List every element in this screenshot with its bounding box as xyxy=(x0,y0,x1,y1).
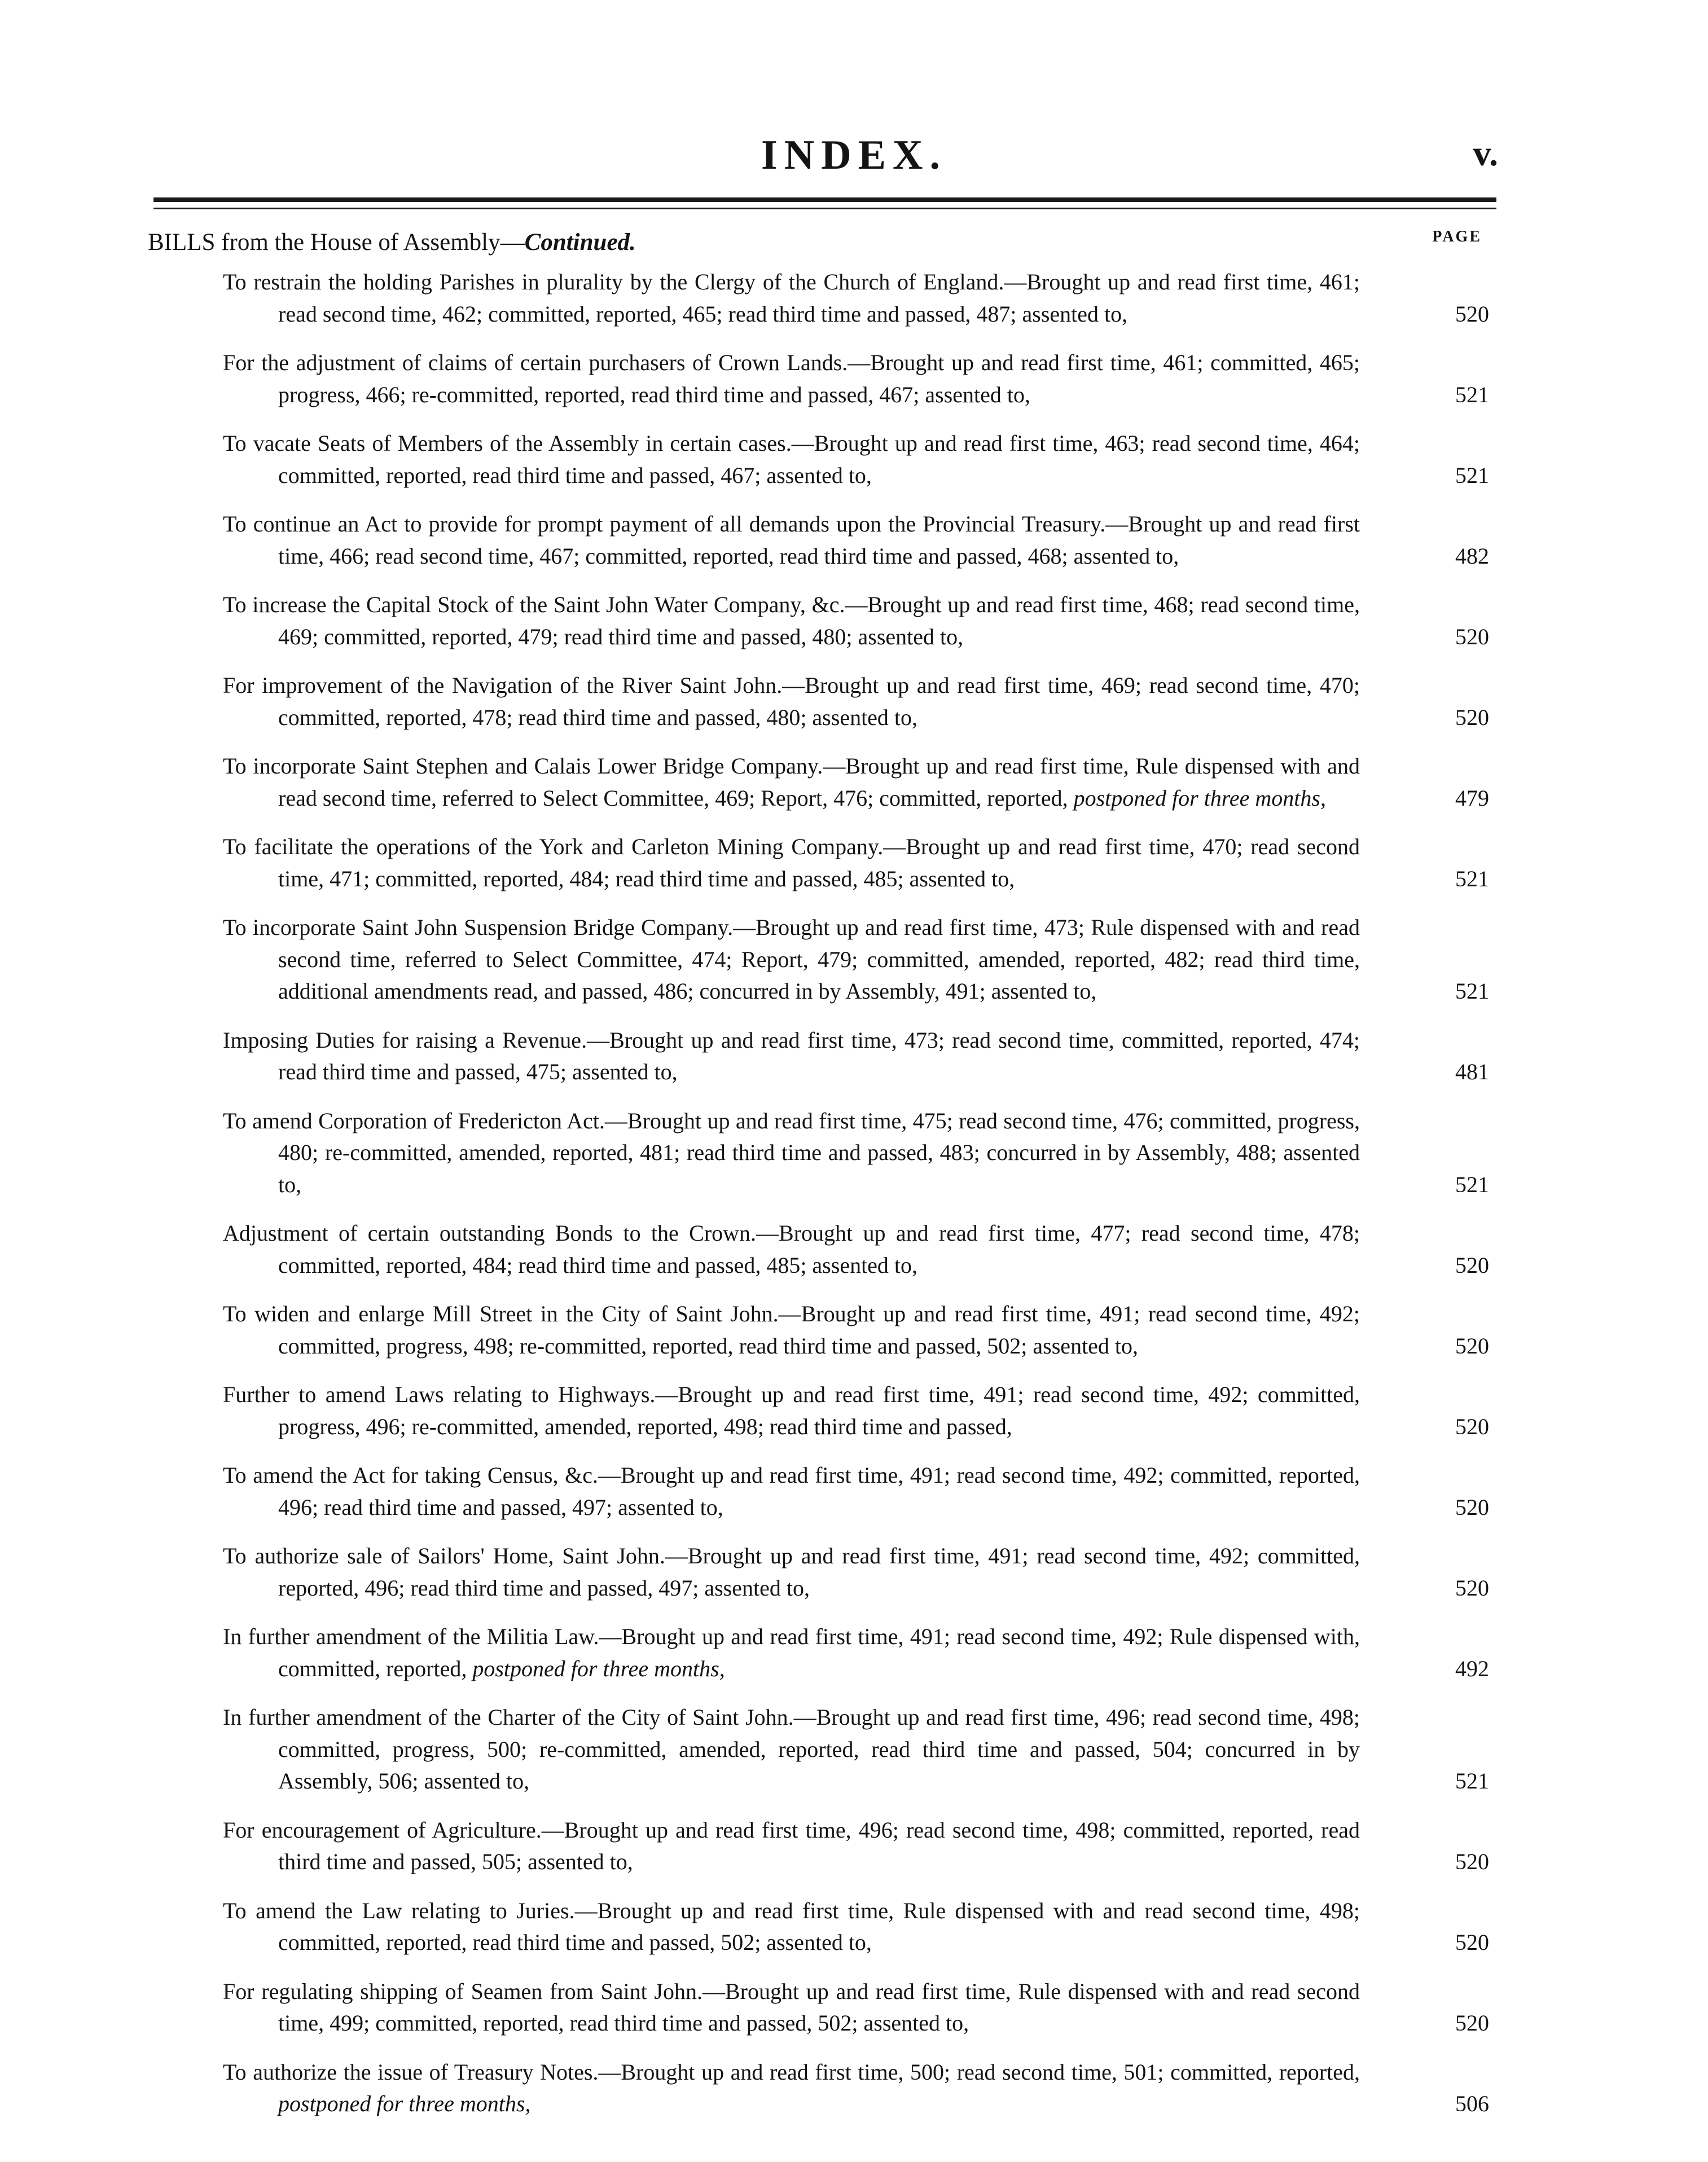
bill-title: To continue an Act to provide for prompt payment of all demands upon the Provincial Treasury. xyxy=(223,511,1106,537)
bill-title: To authorize the issue of Treasury Notes. xyxy=(223,2059,599,2085)
page-reference: 481 xyxy=(1455,1059,1489,1084)
bill-title: For encouragement of Agriculture. xyxy=(223,1817,542,1843)
index-entry xyxy=(223,1218,1492,1281)
bill-title: Adjustment of certain outstanding Bonds to the Crown. xyxy=(223,1220,757,1246)
bill-title: To facilitate the operations of the York and Carleton Mining Company. xyxy=(223,834,884,859)
bill-title: For improvement of the Navigation of the River Saint John. xyxy=(223,673,783,698)
index-entry xyxy=(223,1621,1492,1685)
page-reference: 521 xyxy=(1455,462,1489,488)
bill-proceedings: —Brought up and read first time, 500; read second time, 501; committed, reported, xyxy=(598,2059,1360,2085)
page-reference: 520 xyxy=(1455,1252,1489,1278)
index-entry xyxy=(223,1540,1492,1604)
bill-outcome: postponed for three months, xyxy=(278,2091,531,2116)
section-heading-continued: Continued. xyxy=(524,229,636,256)
index-entry xyxy=(223,1025,1492,1088)
index-entry xyxy=(223,266,1492,330)
index-entry xyxy=(223,428,1492,491)
bill-proceedings: —Brought up and read first time, 496; read second time, 498; committed, reported, read third time and passed, 505; assented to, xyxy=(278,1817,1360,1874)
bill-title: To amend the Law relating to Juries. xyxy=(223,1897,575,1923)
index-entry xyxy=(223,750,1492,814)
bill-title: To incorporate Saint Stephen and Calais Lower Bridge Company. xyxy=(223,753,823,779)
bill-title: In further amendment of the Charter of the City of Saint John. xyxy=(223,1704,794,1730)
bill-outcome: postponed for three months, xyxy=(1073,785,1326,811)
index-entry xyxy=(223,831,1492,895)
bill-title: To authorize sale of Sailors' Home, Saint John. xyxy=(223,1543,665,1568)
page-reference: 521 xyxy=(1455,978,1489,1004)
bill-title: For regulating shipping of Seamen from Saint John. xyxy=(223,1978,702,2004)
page-reference: 521 xyxy=(1455,381,1489,407)
section-heading xyxy=(148,226,636,260)
page-number: v. xyxy=(1473,133,1498,173)
bill-title: To amend Corporation of Fredericton Act. xyxy=(223,1108,605,1133)
index-entry xyxy=(223,508,1492,572)
bill-proceedings: —Brought up and read first time, 491; read second time, 492; committed, progress, 496; re-committed, amended, reported, 498; read third time and passed, xyxy=(278,1382,1360,1439)
section-heading-text: BILLS from the House of Assembly— xyxy=(148,229,525,256)
index-entry xyxy=(223,1298,1492,1362)
page-reference: 520 xyxy=(1455,704,1489,730)
bill-title: To restrain the holding Parishes in plurality by the Clergy of the Church of England. xyxy=(223,269,1004,295)
page-reference: 482 xyxy=(1455,543,1489,569)
bill-proceedings: —Brought up and read first time, 475; read second time, 476; committed, progress, 480; re-committed, amended, reported, 481; read third time and passed, 483; concurred in by Assembly, 488; assented to, xyxy=(278,1108,1360,1197)
index-entry xyxy=(223,670,1492,733)
page-reference: 520 xyxy=(1455,2010,1489,2036)
index-entry xyxy=(223,1379,1492,1443)
page-reference: 520 xyxy=(1455,301,1489,327)
page-reference: 479 xyxy=(1455,785,1489,811)
page-title: INDEX. xyxy=(761,132,947,178)
index-entry xyxy=(223,1460,1492,1523)
bill-title: To vacate Seats of Members of the Assembly in certain cases. xyxy=(223,430,792,456)
bill-proceedings: —Brought up and read first time, 477; read second time, 478; committed, reported, 484; read third time and passed, 485; assented to, xyxy=(278,1220,1360,1278)
index-entry xyxy=(223,589,1492,653)
bill-proceedings: —Brought up and read first time, 491; read second time, 492; committed, reported, 496; read third time and passed, 497; assented to, xyxy=(278,1543,1360,1601)
page-reference: 520 xyxy=(1455,1575,1489,1601)
page-reference: 520 xyxy=(1455,1413,1489,1439)
bill-title: To widen and enlarge Mill Street in the City of Saint John. xyxy=(223,1301,779,1326)
bill-proceedings: —Brought up and read first time, 496; read second time, 498; committed, progress, 500; re-committed, amended, reported, read third time and passed, 504; concurred in by Assembly, 506; assented to, xyxy=(278,1704,1360,1794)
page-column-label: PAGE xyxy=(1432,228,1482,245)
bill-title: To incorporate Saint John Suspension Bridge Company. xyxy=(223,915,734,940)
index-entry xyxy=(223,2056,1492,2120)
header-rule-thin xyxy=(153,208,1496,209)
bill-proceedings: —Brought up and read first time, 461; read second time, 462; committed, reported, 465; read third time and passed, 487; assented to, xyxy=(278,269,1360,327)
bill-proceedings: —Brought up and read first time, 463; read second time, 464; committed, reported, read third time and passed, 467; assented to, xyxy=(278,430,1360,488)
bill-proceedings: —Brought up and read first time, Rule dispensed with and read second time, 499; committed, reported, read third time and passed, 502; assented to, xyxy=(278,1978,1360,2036)
bill-proceedings: —Brought up and read first time, 491; read second time, 492; committed, reported, 496; read third time and passed, 497; assented to, xyxy=(278,1462,1360,1520)
bill-title: To amend the Act for taking Census, &c. xyxy=(223,1462,598,1488)
index-entry xyxy=(223,1976,1492,2040)
bill-proceedings: —Brought up and read first time, Rule dispensed with and read second time, 498; committed, reported, read third time and passed, 502; assented to, xyxy=(278,1897,1360,1955)
index-entry xyxy=(223,1702,1492,1798)
bill-proceedings: —Brought up and read first time, 470; read second time, 471; committed, reported, 484; read third time and passed, 485; assented to, xyxy=(278,834,1360,891)
page-reference: 520 xyxy=(1455,1494,1489,1520)
index-entry xyxy=(223,912,1492,1008)
index-entries xyxy=(223,266,1492,2120)
page-reference: 520 xyxy=(1455,623,1489,649)
bill-title: For the adjustment of claims of certain purchasers of Crown Lands. xyxy=(223,350,848,375)
bill-proceedings: —Brought up and read first time, 468; read second time, 469; committed, reported, 479; read third time and passed, 480; assented to, xyxy=(278,592,1360,649)
index-entry xyxy=(223,347,1492,411)
page-reference: 521 xyxy=(1455,1768,1489,1794)
bill-proceedings: —Brought up and read first time, 491; read second time, 492; Rule dispensed with, committed, reported, xyxy=(278,1624,1360,1681)
bill-outcome: postponed for three months, xyxy=(472,1655,725,1681)
bill-proceedings: —Brought up and read first time, 469; read second time, 470; committed, reported, 478; read third time and passed, 480; assented to, xyxy=(278,673,1360,730)
page-reference: 506 xyxy=(1455,2091,1489,2116)
bill-proceedings: —Brought up and read first time, 461; committed, 465; progress, 466; re-committed, reported, read third time and passed, 467; assented to, xyxy=(278,350,1360,407)
bill-proceedings: —Brought up and read first time, 491; read second time, 492; committed, progress, 498; re-committed, reported, read third time and passed, 502; assented to, xyxy=(278,1301,1360,1359)
bill-title: To increase the Capital Stock of the Saint John Water Company, &c. xyxy=(223,592,845,617)
index-entry xyxy=(223,1814,1492,1878)
bill-proceedings: —Brought up and read first time, 466; read second time, 467; committed, reported, read third time and passed, 468; assented to, xyxy=(278,511,1360,569)
page-reference: 521 xyxy=(1455,865,1489,891)
bill-title: In further amendment of the Militia Law. xyxy=(223,1624,599,1649)
index-entry xyxy=(223,1105,1492,1201)
index-entry xyxy=(223,1895,1492,1959)
bill-title: Imposing Duties for raising a Revenue. xyxy=(223,1027,587,1053)
bill-proceedings: —Brought up and read first time, 473; read second time, committed, reported, 474; read third time and passed, 475; assented to, xyxy=(278,1027,1360,1084)
bill-proceedings: —Brought up and read first time, 473; Rule dispensed with and read second time, referred to Select Committee, 474; Report, 479; committed, amended, reported, 482; read third time, additional amendments read, and passed, 486; concurred in by Assembly, 491; assented to, xyxy=(278,915,1360,1004)
bill-proceedings: —Brought up and read first time, Rule dispensed with and read second time, referred to Select Committee, 469; Report, 476; committed, reported, xyxy=(278,753,1360,811)
page-reference: 492 xyxy=(1455,1655,1489,1681)
bill-title: Further to amend Laws relating to Highways. xyxy=(223,1382,656,1407)
page-reference: 520 xyxy=(1455,1930,1489,1955)
page-reference: 520 xyxy=(1455,1849,1489,1874)
header-rule-thick xyxy=(153,197,1496,202)
page-reference: 521 xyxy=(1455,1171,1489,1197)
page-reference: 520 xyxy=(1455,1333,1489,1359)
